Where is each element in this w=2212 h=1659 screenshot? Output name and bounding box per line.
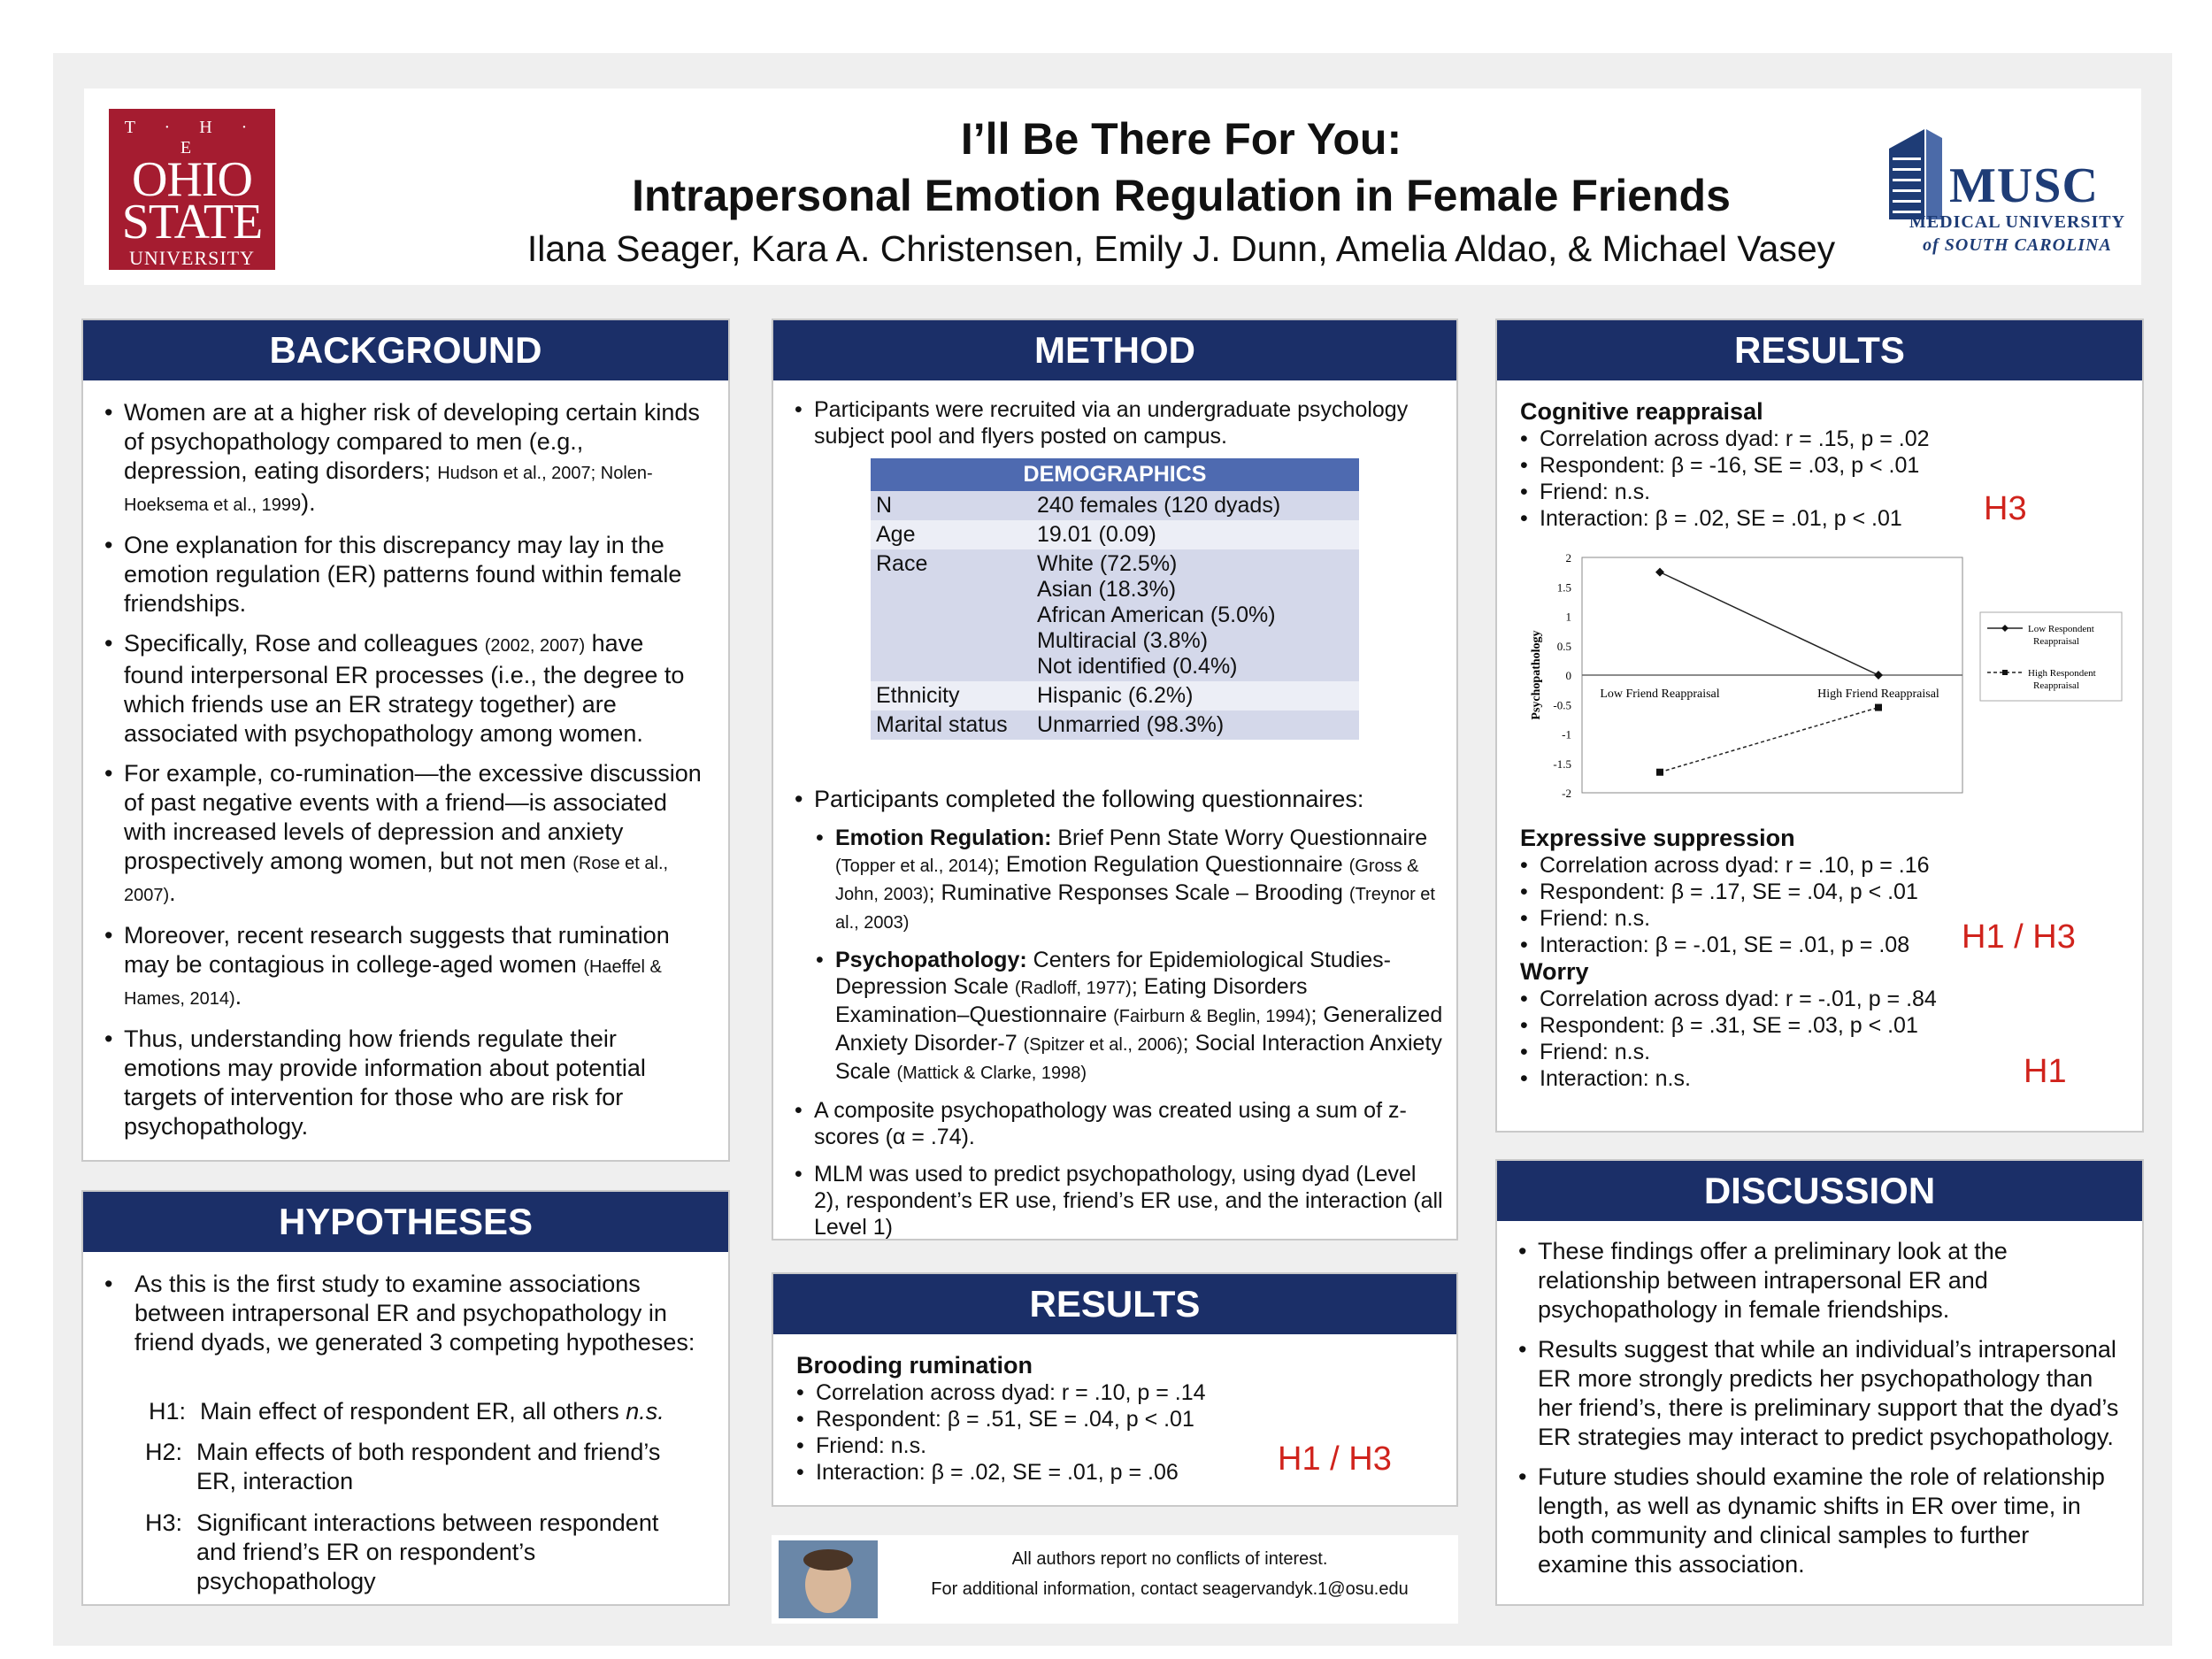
list-item: • As this is the first study to examine associations between intrapersonal ER and psychopathology in friend dyads, we generated 3 competing hypotheses:: [104, 1270, 705, 1357]
list-item: • Moreover, recent research suggests that rumination may be contagious in college-aged women (Haeffel & Hames, 2014).: [104, 921, 705, 1014]
hypothesis-tag: H1 / H3: [1962, 918, 2076, 956]
background-panel: [81, 319, 730, 1162]
results-right-panel: [1495, 319, 2144, 1133]
demographics-value: 19.01 (0.09): [1032, 520, 1359, 549]
demographics-value: White (72.5%) Asian (18.3%) African American (5.0%) Multiracial (3.8%) Not identified (0.4%): [1032, 549, 1359, 681]
reappraisal-title: Cognitive reappraisal: [1520, 398, 1763, 425]
ohio-state-logo: T · H · E OHIO STATE UNIVERSITY: [109, 109, 275, 270]
hypothesis-tag: H1: [2024, 1053, 2067, 1090]
series-line: [1660, 708, 1878, 772]
poster-header: [84, 88, 2141, 285]
demographics-row: [871, 549, 1359, 681]
method-panel: [772, 319, 1458, 1240]
stat-line: • Interaction: n.s.: [1520, 1065, 1937, 1092]
demographics-row: [871, 520, 1359, 549]
list-item: • These findings offer a preliminary look at the relationship between intrapersonal ER and psychopathology in female friendships.: [1518, 1237, 2119, 1325]
hypotheses-list: [83, 1252, 728, 1357]
legend-marker: [2002, 670, 2008, 675]
stat-line: • Respondent: β = .17, SE = .04, p < .01: [1520, 879, 1937, 905]
list-item: • Specifically, Rose and colleagues (2002, 2007) have found interpersonal ER processes (i.e., the degree to which friends use an ER strategy together) are associated with psychopathology among women.: [104, 629, 705, 749]
demographics-label: N: [871, 491, 1032, 520]
poster-title-line1: I’ll Be There For You:: [960, 114, 1402, 164]
y-tick-label: -1: [1562, 727, 1571, 741]
stat-line: • Interaction: β = .02, SE = .01, p < .01: [1520, 505, 1930, 532]
contact-info: For additional information, contact seagervandyk.1@osu.edu: [931, 1579, 1409, 1599]
method-list-2: [795, 1097, 1445, 1240]
hypothesis-3: H3: Significant interactions between respondent and friend’s ER on respondent’s psychopathology: [145, 1509, 659, 1594]
stat-line: • Respondent: β = .31, SE = .03, p < .01: [1520, 1012, 1937, 1039]
method-intro: [773, 380, 1456, 449]
list-item: • One explanation for this discrepancy may lay in the emotion regulation (ER) patterns found within female friendships.: [104, 531, 705, 618]
y-tick-label: 1: [1565, 610, 1571, 624]
y-tick-label: 0.5: [1556, 639, 1571, 653]
demographics-row: [871, 491, 1359, 520]
list-item: • Future studies should examine the role of relationship length, as well as dynamic shifts in ER over time, in both community and clinical samples to further examine this association.: [1518, 1463, 2119, 1579]
author-photo: [779, 1540, 878, 1618]
demographics-value: Unmarried (98.3%): [1032, 710, 1359, 740]
musc-logo-text: MUSC: [1949, 158, 2099, 213]
y-tick-label: -2: [1562, 787, 1571, 800]
stat-line: • Friend: n.s.: [1520, 905, 1937, 932]
discussion-panel: [1495, 1159, 2144, 1606]
authors: Ilana Seager, Kara A. Christensen, Emily J. Dunn, Amelia Aldao, & Michael Vasey: [526, 228, 1836, 269]
method-list: [795, 785, 1445, 814]
poster-title-line2: Intrapersonal Emotion Regulation in Female Friends: [632, 171, 1731, 220]
list-item: • Women are at a higher risk of developing certain kinds of psychopathology compared to men (e.g., depression, eating disorders; Hudson et al., 2007; Nolen-Hoeksema et al., 1999).: [104, 398, 705, 520]
list-item: • For example, co-rumination—the excessive discussion of past negative events with a friend—is associated with increased levels of depression and anxiety prospectively among women, but not men (Rose et al., 2007).: [104, 759, 705, 910]
method-details: [795, 785, 1445, 1251]
list-item: • MLM was used to predict psychopathology, using dyad (Level 2), respondent’s ER use, friend’s ER use, and the interaction (all Level 1): [795, 1161, 1445, 1240]
results-brooding-panel: [772, 1272, 1458, 1507]
results-heading: RESULTS: [773, 1274, 1456, 1334]
hypothesis-tag: H1 / H3: [1278, 1440, 1392, 1478]
hypothesis-tag: H3: [1984, 490, 2027, 527]
demographics-value: Hispanic (6.2%): [1032, 681, 1359, 710]
questionnaire-list: [816, 825, 1445, 1087]
stat-line: • Correlation across dyad: r = -.01, p = .84: [1520, 986, 1937, 1012]
demographics-table: [871, 458, 1359, 740]
discussion-heading: DISCUSSION: [1497, 1161, 2142, 1221]
demographics-label: Race: [871, 549, 1032, 681]
stat-line: • Correlation across dyad: r = .10, p = .16: [1520, 852, 1937, 879]
data-point: [1875, 704, 1882, 711]
brooding-block: [796, 1352, 1206, 1486]
reappraisal-stats: [1520, 426, 1930, 532]
stat-line: • Friend: n.s.: [796, 1432, 1206, 1459]
list-item: • Participants were recruited via an undergraduate psychology subject pool and flyers posted on campus.: [795, 396, 1439, 449]
brooding-stats: [796, 1379, 1206, 1486]
y-axis-label: Psychopathology: [1530, 630, 1543, 720]
stat-line: • Interaction: β = -.01, SE = .01, p = .08: [1520, 932, 1937, 958]
stat-line: • Friend: n.s.: [1520, 1039, 1937, 1065]
reappraisal-block: [1520, 398, 1930, 532]
hypotheses-heading: HYPOTHESES: [83, 1192, 728, 1252]
discussion-list: [1497, 1221, 2142, 1579]
hypothesis-1: H1: Main effect of respondent ER, all others n.s.: [149, 1398, 664, 1425]
list-item: • Results suggest that while an individual’s intrapersonal ER more strongly predicts her psychopathology than her friend’s, there is preliminary support that the dyad’s ER strategies may interact to predict psychopathology.: [1518, 1335, 2119, 1452]
y-tick-label: -0.5: [1553, 698, 1571, 712]
conflict-statement: All authors report no conflicts of interest.: [1011, 1549, 1328, 1569]
demographics-row: [871, 710, 1359, 740]
stat-line: • Respondent: β = .51, SE = .04, p < .01: [796, 1406, 1206, 1432]
demographics-value: 240 females (120 dyads): [1032, 491, 1359, 520]
list-item: • Emotion Regulation: Brief Penn State Worry Questionnaire (Topper et al., 2014); Emotion Regulation Questionnaire (Gross & John, 2003); Ruminative Responses Scale – Brooding (Treynor et al., 2003): [816, 825, 1445, 936]
x-category-label: Low Friend Reappraisal: [1600, 687, 1720, 701]
stat-line: • Correlation across dyad: r = .10, p = .14: [796, 1379, 1206, 1406]
demographics-label: Ethnicity: [871, 681, 1032, 710]
background-heading: BACKGROUND: [83, 320, 728, 380]
y-tick-label: 2: [1565, 551, 1571, 565]
demographics-title: DEMOGRAPHICS: [871, 458, 1359, 491]
legend-label: Reappraisal: [2033, 680, 2079, 691]
data-point: [1656, 769, 1663, 776]
background-list: [83, 380, 728, 1141]
footer-box: [772, 1535, 1458, 1624]
list-item: • Participants completed the following questionnaires:: [795, 785, 1445, 814]
reappraisal-chart: [1520, 549, 2131, 814]
y-tick-label: 1.5: [1556, 580, 1571, 595]
hypotheses-panel: [81, 1190, 730, 1606]
y-tick-label: -1.5: [1553, 757, 1571, 771]
legend-label: High Respondent: [2028, 668, 2096, 679]
musc-logo-subtitle-2: of SOUTH CAROLINA: [1923, 235, 2112, 255]
data-point: [1874, 671, 1883, 680]
method-heading: METHOD: [773, 320, 1456, 380]
suppression-stats: [1520, 852, 1937, 958]
list-item: • Thus, understanding how friends regulate their emotions may provide information about potential targets of intervention for those who are risk for psychopathology.: [104, 1025, 705, 1141]
hypothesis-2: H2: Main effects of both respondent and friend’s ER, interaction: [145, 1439, 661, 1494]
list-item: • Psychopathology: Centers for Epidemiological Studies-Depression Scale (Radloff, 1977); Eating Disorders Examination–Questionnaire (Fairburn & Beglin, 1994); Generalized Anxiety Disorder-7 (Spitzer et al., 2006); Social Interaction Anxiety Scale (Mattick & Clarke, 1998): [816, 947, 1445, 1087]
worry-stats: [1520, 986, 1937, 1092]
legend-label: Low Respondent: [2028, 624, 2094, 634]
poster: [53, 53, 2172, 1646]
brooding-title: Brooding rumination: [796, 1352, 1033, 1379]
stat-line: • Respondent: β = -16, SE = .03, p < .01: [1520, 452, 1930, 479]
x-category-label: High Friend Reappraisal: [1817, 687, 1939, 701]
results-heading-right: RESULTS: [1497, 320, 2142, 380]
y-tick-label: 0: [1565, 669, 1571, 682]
stat-line: • Friend: n.s.: [1520, 479, 1930, 505]
suppression-block: [1520, 825, 1937, 1092]
suppression-title: Expressive suppression: [1520, 825, 1795, 851]
demographics-row: [871, 681, 1359, 710]
musc-logo-subtitle: MEDICAL UNIVERSITY: [1909, 212, 2126, 232]
demographics-label: Age: [871, 520, 1032, 549]
worry-title: Worry: [1520, 958, 1589, 985]
stat-line: • Correlation across dyad: r = .15, p = .02: [1520, 426, 1930, 452]
stat-line: • Interaction: β = .02, SE = .01, p = .06: [796, 1459, 1206, 1486]
demographics-label: Marital status: [871, 710, 1032, 740]
legend-label: Reappraisal: [2033, 636, 2079, 647]
series-line: [1660, 572, 1878, 675]
data-point: [1655, 568, 1664, 577]
list-item: • A composite psychopathology was created using a sum of z-scores (α = .74).: [795, 1097, 1445, 1150]
